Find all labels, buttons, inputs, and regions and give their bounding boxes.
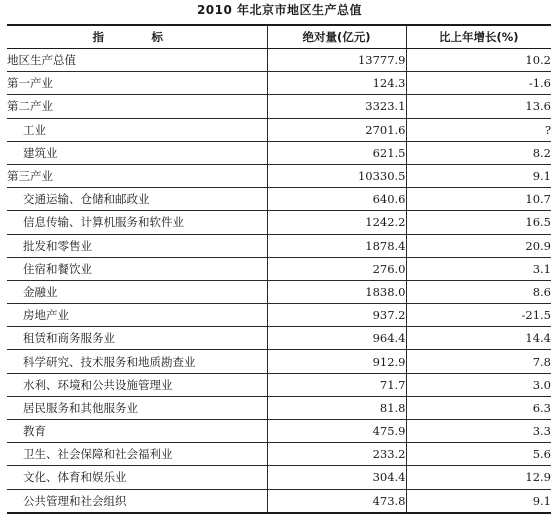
- row-absolute-value: 964.4: [267, 327, 406, 350]
- row-absolute-value: 912.9: [267, 350, 406, 373]
- row-growth-rate: 10.2: [406, 49, 551, 72]
- row-indicator-name: 住宿和餐饮业: [7, 257, 267, 280]
- row-absolute-value: 304.4: [267, 466, 406, 489]
- row-indicator-name: 金融业: [7, 280, 267, 303]
- row-growth-rate: 3.1: [406, 257, 551, 280]
- row-indicator-name: 公共管理和社会组织: [7, 489, 267, 513]
- row-growth-rate: 5.6: [406, 443, 551, 466]
- row-indicator-name: 文化、体育和娱乐业: [7, 466, 267, 489]
- row-absolute-value: 937.2: [267, 304, 406, 327]
- row-absolute-value: 124.3: [267, 72, 406, 95]
- header-indicator: 指 标: [7, 25, 267, 49]
- row-absolute-value: 1838.0: [267, 280, 406, 303]
- row-indicator-name: 居民服务和其他服务业: [7, 396, 267, 419]
- row-growth-rate: 12.9: [406, 466, 551, 489]
- row-indicator-name: 批发和零售业: [7, 234, 267, 257]
- table-row: [7, 396, 551, 419]
- row-growth-rate: 8.6: [406, 280, 551, 303]
- table-row: [7, 327, 551, 350]
- table-row: [7, 489, 551, 513]
- row-indicator-name: 科学研究、技术服务和地质勘查业: [7, 350, 267, 373]
- row-indicator-name: 第三产业: [7, 164, 267, 187]
- table-row: [7, 118, 551, 141]
- gdp-table: [7, 24, 551, 514]
- table-header-row: [7, 25, 551, 49]
- row-indicator-name: 租赁和商务服务业: [7, 327, 267, 350]
- row-growth-rate: ?: [406, 118, 551, 141]
- row-indicator-name: 卫生、社会保障和社会福利业: [7, 443, 267, 466]
- row-absolute-value: 621.5: [267, 141, 406, 164]
- row-growth-rate: 16.5: [406, 211, 551, 234]
- table-body: [7, 49, 551, 513]
- row-indicator-name: 第二产业: [7, 95, 267, 118]
- row-absolute-value: 71.7: [267, 373, 406, 396]
- table-row: [7, 95, 551, 118]
- row-indicator-name: 交通运输、仓储和邮政业: [7, 188, 267, 211]
- row-growth-rate: -1.6: [406, 72, 551, 95]
- header-growth: 比上年增长(%): [406, 25, 551, 49]
- row-growth-rate: 6.3: [406, 396, 551, 419]
- row-absolute-value: 473.8: [267, 489, 406, 513]
- table-row: [7, 188, 551, 211]
- row-absolute-value: 276.0: [267, 257, 406, 280]
- row-absolute-value: 1878.4: [267, 234, 406, 257]
- table-row: [7, 234, 551, 257]
- row-indicator-name: 地区生产总值: [7, 49, 267, 72]
- row-growth-rate: 10.7: [406, 188, 551, 211]
- row-growth-rate: 8.2: [406, 141, 551, 164]
- row-growth-rate: 3.0: [406, 373, 551, 396]
- table-row: [7, 350, 551, 373]
- row-growth-rate: 20.9: [406, 234, 551, 257]
- row-absolute-value: 2701.6: [267, 118, 406, 141]
- row-absolute-value: 13777.9: [267, 49, 406, 72]
- row-growth-rate: -21.5: [406, 304, 551, 327]
- row-growth-rate: 9.1: [406, 489, 551, 513]
- row-absolute-value: 81.8: [267, 396, 406, 419]
- table-row: [7, 466, 551, 489]
- row-absolute-value: 475.9: [267, 420, 406, 443]
- row-indicator-name: 建筑业: [7, 141, 267, 164]
- row-indicator-name: 信息传输、计算机服务和软件业: [7, 211, 267, 234]
- row-growth-rate: 14.4: [406, 327, 551, 350]
- row-growth-rate: 13.6: [406, 95, 551, 118]
- table-row: [7, 443, 551, 466]
- header-absolute: 绝对量(亿元): [267, 25, 406, 49]
- table-row: [7, 420, 551, 443]
- table-row: [7, 304, 551, 327]
- row-absolute-value: 10330.5: [267, 164, 406, 187]
- table-row: [7, 72, 551, 95]
- table-row: [7, 164, 551, 187]
- row-indicator-name: 第一产业: [7, 72, 267, 95]
- row-indicator-name: 教育: [7, 420, 267, 443]
- row-indicator-name: 房地产业: [7, 304, 267, 327]
- table-row: [7, 373, 551, 396]
- row-absolute-value: 233.2: [267, 443, 406, 466]
- table-title: 2010 年北京市地区生产总值: [196, 3, 363, 17]
- row-absolute-value: 1242.2: [267, 211, 406, 234]
- row-growth-rate: 9.1: [406, 164, 551, 187]
- row-absolute-value: 640.6: [267, 188, 406, 211]
- table-row: [7, 49, 551, 72]
- table-row: [7, 257, 551, 280]
- row-absolute-value: 3323.1: [267, 95, 406, 118]
- row-indicator-name: 水利、环境和公共设施管理业: [7, 373, 267, 396]
- row-growth-rate: 3.3: [406, 420, 551, 443]
- row-indicator-name: 工业: [7, 118, 267, 141]
- table-row: [7, 141, 551, 164]
- table-row: [7, 211, 551, 234]
- table-row: [7, 280, 551, 303]
- row-growth-rate: 7.8: [406, 350, 551, 373]
